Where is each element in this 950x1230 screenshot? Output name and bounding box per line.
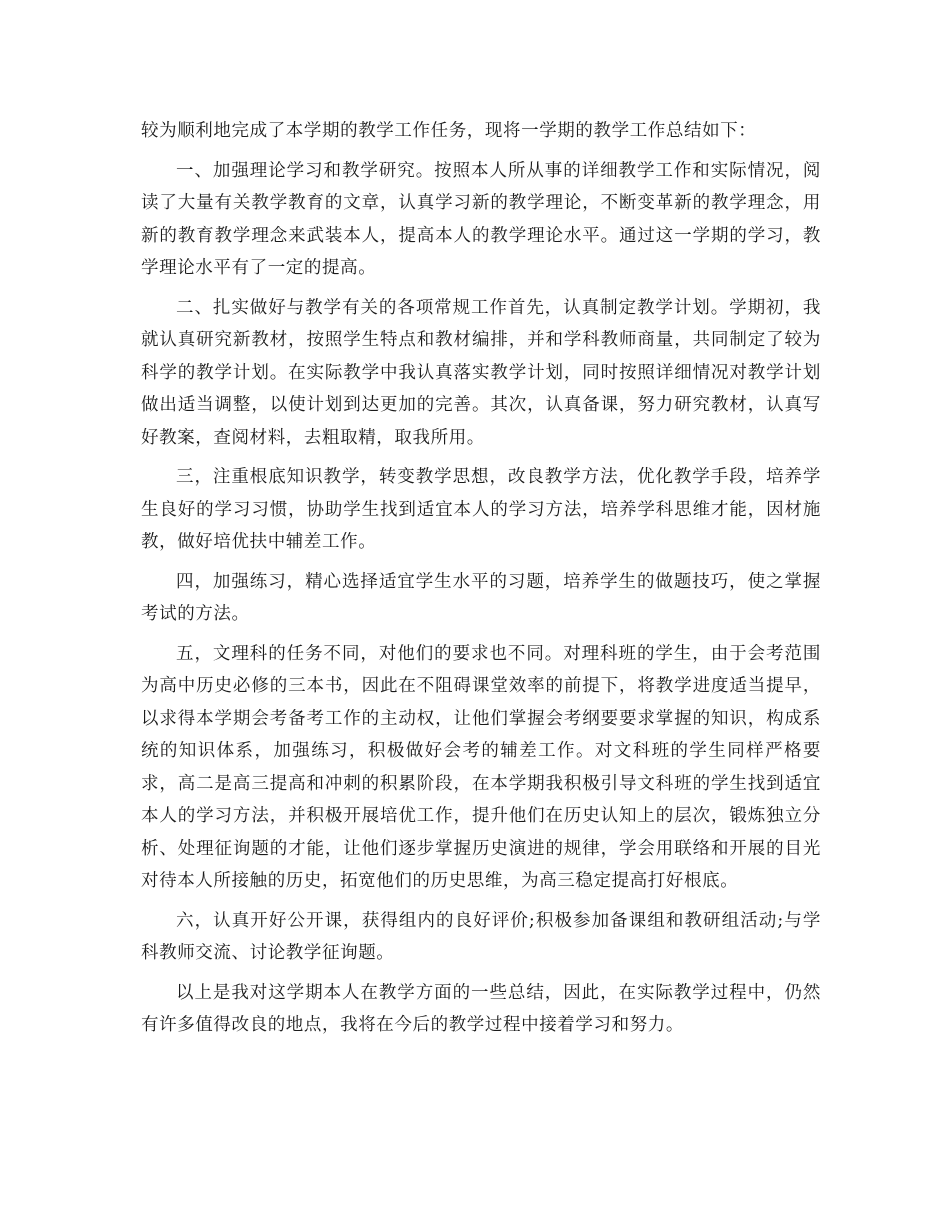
document-body: [141, 115, 821, 1049]
paragraph-practice: 四，加强练习，精心选择适宜学生水平的习题，培养学生的做题技巧，使之掌握考试的方法。: [141, 571, 821, 624]
paragraph-conclusion: 以上是我对这学期本人在教学方面的一些总结，因此，在实际教学过程中，仍然有许多值得改良的地点，我将在今后的教学过程中接着学习和努力。: [141, 982, 821, 1035]
paragraph-arts-science: 五，文理科的任务不同，对他们的要求也不同。对理科班的学生，由于会考范围为高中历史必修的三本书，因此在不阻碍课堂效率的前提下，将教学进度适当提早，以求得本学期会考备考工作的主动权，让他们掌握会考纲要要求掌握的知识，构成系统的知识体系，加强练习，积极做好会考的辅差工作。对文科班的学生同样严格要求，高二是高三提高和冲刺的积累阶段，在本学期我积极引导文科班的学生找到适宜本人的学习方法，并积极开展培优工作，提升他们在历史认知上的层次，锻炼独立分析、处理征询题的才能，让他们逐步掌握历史演进的规律，学会用联络和开展的目光对待本人所接触的历史，拓宽他们的历史思维，为高三稳定提高打好根底。: [141, 643, 821, 891]
paragraph-basic-knowledge: 三，注重根底知识教学，转变教学思想，改良教学方法，优化教学手段，培养学生良好的学习习惯，协助学生找到适宜本人的学习方法，培养学科思维才能，因材施教，做好培优扶中辅差工作。: [141, 467, 821, 552]
paragraph-intro: 较为顺利地完成了本学期的教学工作任务，现将一学期的教学工作总结如下：: [141, 121, 757, 141]
paragraph-routine-work: 二、扎实做好与教学有关的各项常规工作首先，认真制定教学计划。学期初，我就认真研究新教材，按照学生特点和教材编排，并和学科教师商量，共同制定了较为科学的教学计划。在实际教学中我认真落实教学计划，同时按照详细情况对教学计划做出适当调整，以使计划到达更加的完善。其次，认真备课，努力研究教材，认真写好教案，查阅材料，去粗取精，取我所用。: [141, 297, 821, 448]
paragraph-open-class: 六，认真开好公开课，获得组内的良好评价;积极参加备课组和教研组活动;与学科教师交流、讨论教学征询题。: [141, 910, 821, 963]
paragraph-theory-study: 一、加强理论学习和教学研究。按照本人所从事的详细教学工作和实际情况，阅读了大量有关教学教育的文章，认真学习新的教学理论，不断变革新的教学理念，用新的教育教学理念来武装本人，提高本人的教学理论水平。通过这一学期的学习，教学理论水平有了一定的提高。: [141, 160, 821, 278]
